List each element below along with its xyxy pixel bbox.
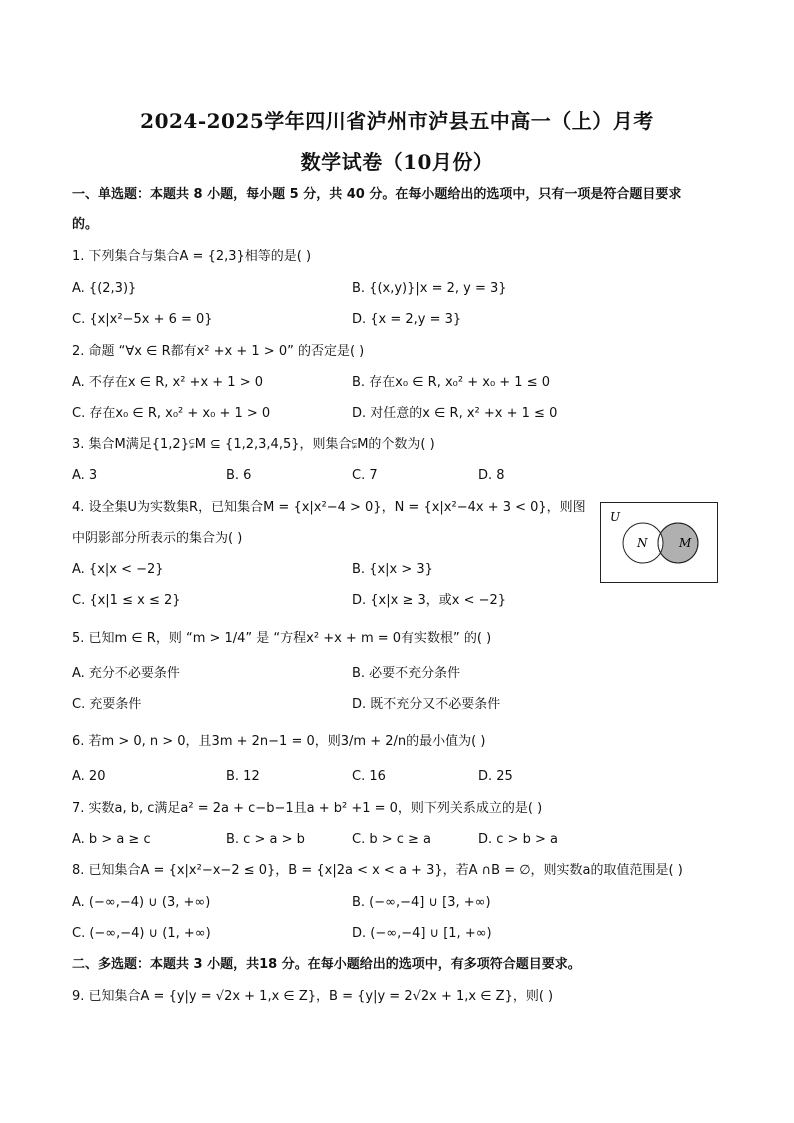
question-5-option-a: A. 充分不必要条件 [72, 666, 180, 681]
question-5-option-c: C. 充要条件 [72, 697, 142, 712]
section2-heading: 二、多选题：本题共 3 小题，共18 分。在每小题给出的选项中，有多项符合题目要求。 [72, 957, 581, 972]
exam-title: 2024-2025学年四川省泸州市泸县五中高一（上）月考 [140, 109, 654, 133]
question-4-stem-cont: 中阴影部分所表示的集合为( ) [72, 531, 243, 546]
question-2-option-b: B. 存在x₀ ∈ R, x₀² + x₀ + 1 ≤ 0 [352, 375, 551, 390]
question-4-option-a: A. {x|x < −2} [72, 562, 164, 577]
venn-label-n: N [637, 536, 648, 550]
question-8-option-b: B. (−∞,−4] ∪ [3, +∞) [352, 895, 491, 910]
section1-heading: 一、单选题：本题共 8 小题，每小题 5 分，共 40 分。在每小题给出的选项中，只有一项是符合题目要求 [72, 187, 682, 202]
question-2-option-d: D. 对任意的x ∈ R, x² +x + 1 ≤ 0 [352, 406, 558, 421]
question-3-option-c: C. 7 [352, 468, 378, 483]
question-3-option-a: A. 3 [72, 468, 98, 483]
question-6-option-b: B. 12 [226, 769, 260, 784]
question-6-stem: 6. 若m > 0, n > 0，且3m + 2n−1 = 0，则3/m + 2/n的最小值为( ) [72, 734, 486, 749]
question-1-option-b: B. {(x,y)}|x = 2, y = 3} [352, 281, 507, 296]
question-9-stem: 9. 已知集合A = {y|y = √2x + 1,x ∈ Z}，B = {y|y = 2√2x + 1,x ∈ Z}，则( ) [72, 989, 554, 1004]
question-7-stem: 7. 实数a, b, c满足a² = 2a + c−b−1且a + b² +1 = 0，则下列关系成立的是( ) [72, 801, 543, 816]
question-3-stem: 3. 集合M满足{1,2}⫋M ⊆ {1,2,3,4,5}，则集合⫋M的个数为( ) [72, 437, 435, 452]
question-6-option-a: A. 20 [72, 769, 106, 784]
section1-heading-cont: 的。 [72, 217, 99, 232]
question-7-option-a: A. b > a ≥ c [72, 832, 151, 847]
venn-diagram [600, 502, 718, 583]
question-4-option-d: D. {x|x ≥ 3，或x < −2} [352, 593, 507, 608]
question-3-option-d: D. 8 [478, 468, 505, 483]
question-2-option-a: A. 不存在x ∈ R, x² +x + 1 > 0 [72, 375, 263, 390]
question-1-option-a: A. {(2,3)} [72, 281, 137, 296]
question-7-option-c: C. b > c ≥ a [352, 832, 432, 847]
question-8-option-a: A. (−∞,−4) ∪ (3, +∞) [72, 895, 211, 910]
question-2-option-c: C. 存在x₀ ∈ R, x₀² + x₀ + 1 > 0 [72, 406, 271, 421]
question-7-option-d: D. c > b > a [478, 832, 558, 847]
question-5-option-b: B. 必要不充分条件 [352, 666, 461, 681]
question-7-option-b: B. c > a > b [226, 832, 305, 847]
question-6-option-d: D. 25 [478, 769, 513, 784]
question-8-stem: 8. 已知集合A = {x|x²−x−2 ≤ 0}，B = {x|2a < x < a + 3}，若A ∩B = ∅，则实数a的取值范围是( ) [72, 863, 683, 878]
question-4-stem: 4. 设全集U为实数集R，已知集合M = {x|x²−4 > 0}，N = {x|x²−4x + 3 < 0}，则图 [72, 500, 586, 515]
venn-label-u: U [610, 510, 621, 524]
question-6-option-c: C. 16 [352, 769, 386, 784]
exam-subtitle: 数学试卷（10月份） [300, 150, 494, 174]
question-8-option-d: D. (−∞,−4] ∪ [1, +∞) [352, 926, 492, 941]
question-4-option-c: C. {x|1 ≤ x ≤ 2} [72, 593, 181, 608]
venn-label-m: M [679, 536, 692, 550]
question-2-stem: 2. 命题 “∀x ∈ R都有x² +x + 1 > 0” 的否定是( ) [72, 344, 365, 359]
question-1-option-d: D. {x = 2,y = 3} [352, 312, 462, 327]
question-3-option-b: B. 6 [226, 468, 252, 483]
question-8-option-c: C. (−∞,−4) ∪ (1, +∞) [72, 926, 211, 941]
question-5-stem: 5. 已知m ∈ R，则 “m > 1/4” 是 “方程x² +x + m = 0有实数根” 的( ) [72, 631, 492, 646]
question-5-option-d: D. 既不充分又不必要条件 [352, 697, 501, 712]
question-1-stem: 1. 下列集合与集合A = {2,3}相等的是( ) [72, 249, 312, 264]
question-4-option-b: B. {x|x > 3} [352, 562, 433, 577]
question-1-option-c: C. {x|x²−5x + 6 = 0} [72, 312, 213, 327]
